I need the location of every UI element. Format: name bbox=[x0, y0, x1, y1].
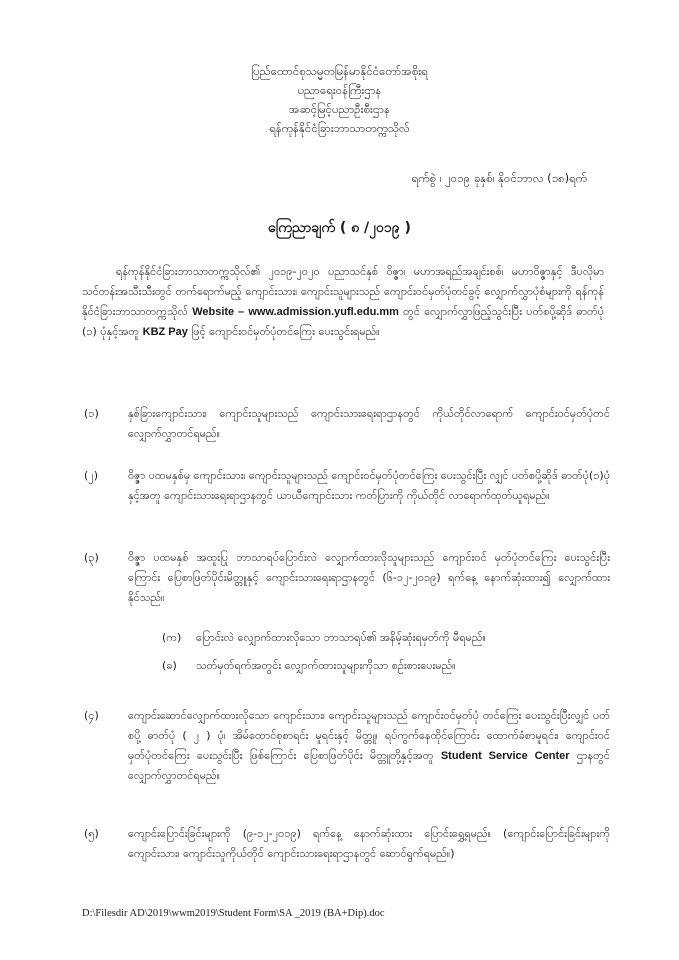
student-service-center-label: Student Service Center bbox=[440, 750, 570, 762]
item-text: နှစ်ခြားကျောင်းသား၊ ကျောင်းသူများသည် ကျောင်းသားရေးရာဌာနတွင် ကိုယ်တိုင်လာရောက် ကျောင်းဝင်မှတ်ပုံတင် လျှောက်လွှာတင်ရမည်။ bbox=[128, 407, 610, 440]
item-text-end: ဌာနတွင် လျှောက်လွှာတင်ရမည်။ bbox=[128, 749, 610, 782]
intro-text-1: ရန်ကုန်နိုင်ငံခြားဘာသာတက္ကသိုလ်၏ ၂၀၁၉-၂၀၂၀ ပညာသင်နှစ် ဝိဇ္ဇာ၊ မဟာအရည်အချင်းစစ်၊ မဟာဝိဇ္ဇာနှင့် ဒီပလိုမာသင်တန်းအသီးသီးတွင် တက်ရောက်မည့် ကျောင်းသား၊ ကျောင်းသူများသည် ကျောင်းဝင်မှတ်ပုံတင်ခွင့် လျှောက်လွှာပုံစံများကို ရန်ကုန်နိုင်ငံခြားဘာသာတက္ကသိုလ် bbox=[82, 265, 604, 318]
file-path-footer: D:\Filesdir AD\2019\wwm2019\Student Form\SA _2019 (BA+Dip).doc bbox=[82, 908, 385, 919]
sub-item-kha bbox=[162, 656, 616, 676]
list-item-5 bbox=[84, 824, 610, 864]
header-government: ပြည်ထောင်စုသမ္မတမြန်မာနိုင်ငံတော်အစိုးရ bbox=[251, 64, 428, 78]
header-ministry: ပညာရေးဝန်ကြီးဌာန bbox=[297, 83, 382, 97]
date-line: ရက်စွဲ ၊ ၂၀၁၉ ခုနှစ်၊ နိုဝင်ဘာလ (၁၈)ရက် bbox=[411, 171, 587, 185]
item-number: (၃) bbox=[84, 551, 99, 564]
list-item-2 bbox=[84, 466, 610, 506]
list-item-4 bbox=[84, 706, 610, 786]
item-number: (၁) bbox=[84, 407, 99, 420]
intro-paragraph bbox=[82, 262, 604, 342]
website-label: Website – bbox=[192, 306, 245, 318]
header-university: ရန်ကုန်နိုင်ငံခြားဘာသာတက္ကသိုလ် bbox=[269, 121, 410, 135]
sub-item-number: (ခ) bbox=[162, 659, 177, 672]
item-text: ဝိဇ္ဇာ ပထမနှစ် အထူးပြု ဘာသာရပ်ပြောင်းလဲ လျှောက်ထားလိုသူများသည် ကျောင်းဝင် မှတ်ပုံတင်ကြေး ပေးသွင်းပြီးကြောင်း ပြေစာဖြတ်ပိုင်းမိတ္တူနှင့် ကျောင်းသားရေးရာဌာနတွင် (၆-၁၂-၂၀၁၉) ရက်နေ့ နောက်ဆုံးထား၍ လျှောက်ထားနိုင်သည်။ bbox=[128, 551, 610, 604]
item-number: (၄) bbox=[84, 709, 99, 722]
sub-item-number: (က) bbox=[162, 631, 182, 644]
list-item-1 bbox=[84, 404, 610, 444]
item-number: (၂) bbox=[84, 469, 98, 482]
intro-text-2: တွင် လျှောက်လွှာဖြည့်သွင်းပြီး ပတ်စပို့ဆိုဒ် ဓာတ်ပုံ (၁) ပုံနှင့်အတူ bbox=[82, 305, 604, 338]
item-text: ကျောင်းဆောင်လျှောက်ထားလိုသော ကျောင်းသား၊ ကျောင်းသူများသည် ကျောင်းဝင်မှတ်ပုံ တင်ကြေး ပေးသွင်းပြီးလျှင် ပတ်စပို့ ဓာတ်ပုံ ( ၂ ) ပုံ၊ အိမ်ထောင်စုစာရင်း မူရင်းနှင့် မိတ္တူ၊ ရပ်ကွက်နေထိုင်ကြောင်း ထောက်ခံစာမူရင်း၊ ကျောင်းဝင်မှတ်ပုံတင်ကြေး ပေးသွင်းပြီး ဖြစ်ကြောင်း ပြေစာဖြတ်ပိုင်း မိတ္တူတို့နှင့်အတူ bbox=[128, 709, 610, 762]
kbz-pay-label: KBZ Pay bbox=[142, 326, 188, 338]
intro-text-3: ဖြင့် ကျောင်းဝင်မှတ်ပုံတင်ကြေး ပေးသွင်းရမည်။ bbox=[187, 325, 380, 338]
letterhead bbox=[0, 62, 679, 138]
item-text: ဝိဇ္ဇာ ပထမနှစ်မှ ကျောင်းသား၊ ကျောင်းသူများသည် ကျောင်းဝင်မှတ်ပုံတင်ကြေး ပေးသွင်းပြီး လျှင် ပတ်စပို့ဆိုဒ် ဓာတ်ပုံ(၁)ပုံနှင့်အတူ ကျောင်းသားရေးရာဌာနတွင် ယာယီကျောင်းသား ကတ်ပြားကို ကိုယ်တိုင် လာရောက်ထုတ်ယူရမည်။ bbox=[128, 469, 610, 502]
item-number: (၅) bbox=[84, 827, 99, 840]
list-item-3 bbox=[84, 548, 610, 608]
item-text: ကျောင်းပြောင်းခြင်းများကို (၉-၁၂-၂၀၁၉) ရက်နေ့ နောက်ဆုံးထား ပြောင်းရွှေ့ရမည်။ (ကျောင်းပြောင်းခြင်းများကို ကျောင်းသား၊ ကျောင်းသူကိုယ်တိုင် ကျောင်းသားရေးရာဌာနတွင် ဆောင်ရွက်ရမည်။) bbox=[128, 827, 610, 860]
sub-item-text: သတ်မှတ်ရက်အတွင်း လျှောက်ထားသူများကိုသာ စဉ်းစားပေးမည်။ bbox=[196, 659, 456, 672]
announcement-title: ကြေညာချက် ( ၈ /၂၀၁၉ ) bbox=[268, 220, 411, 236]
website-url: www.admission.yufl.edu.mm bbox=[248, 306, 399, 318]
sub-item-text: ပြောင်းလဲ လျှောက်ထားလိုသော ဘာသာရပ်၏ အနိမ့်ဆုံးရမှတ်ကို မီရမည်။ bbox=[196, 631, 486, 644]
sub-item-ka bbox=[162, 628, 616, 648]
header-department: အဆင့်မြင့်ပညာဦးစီးဌာန bbox=[288, 102, 391, 116]
